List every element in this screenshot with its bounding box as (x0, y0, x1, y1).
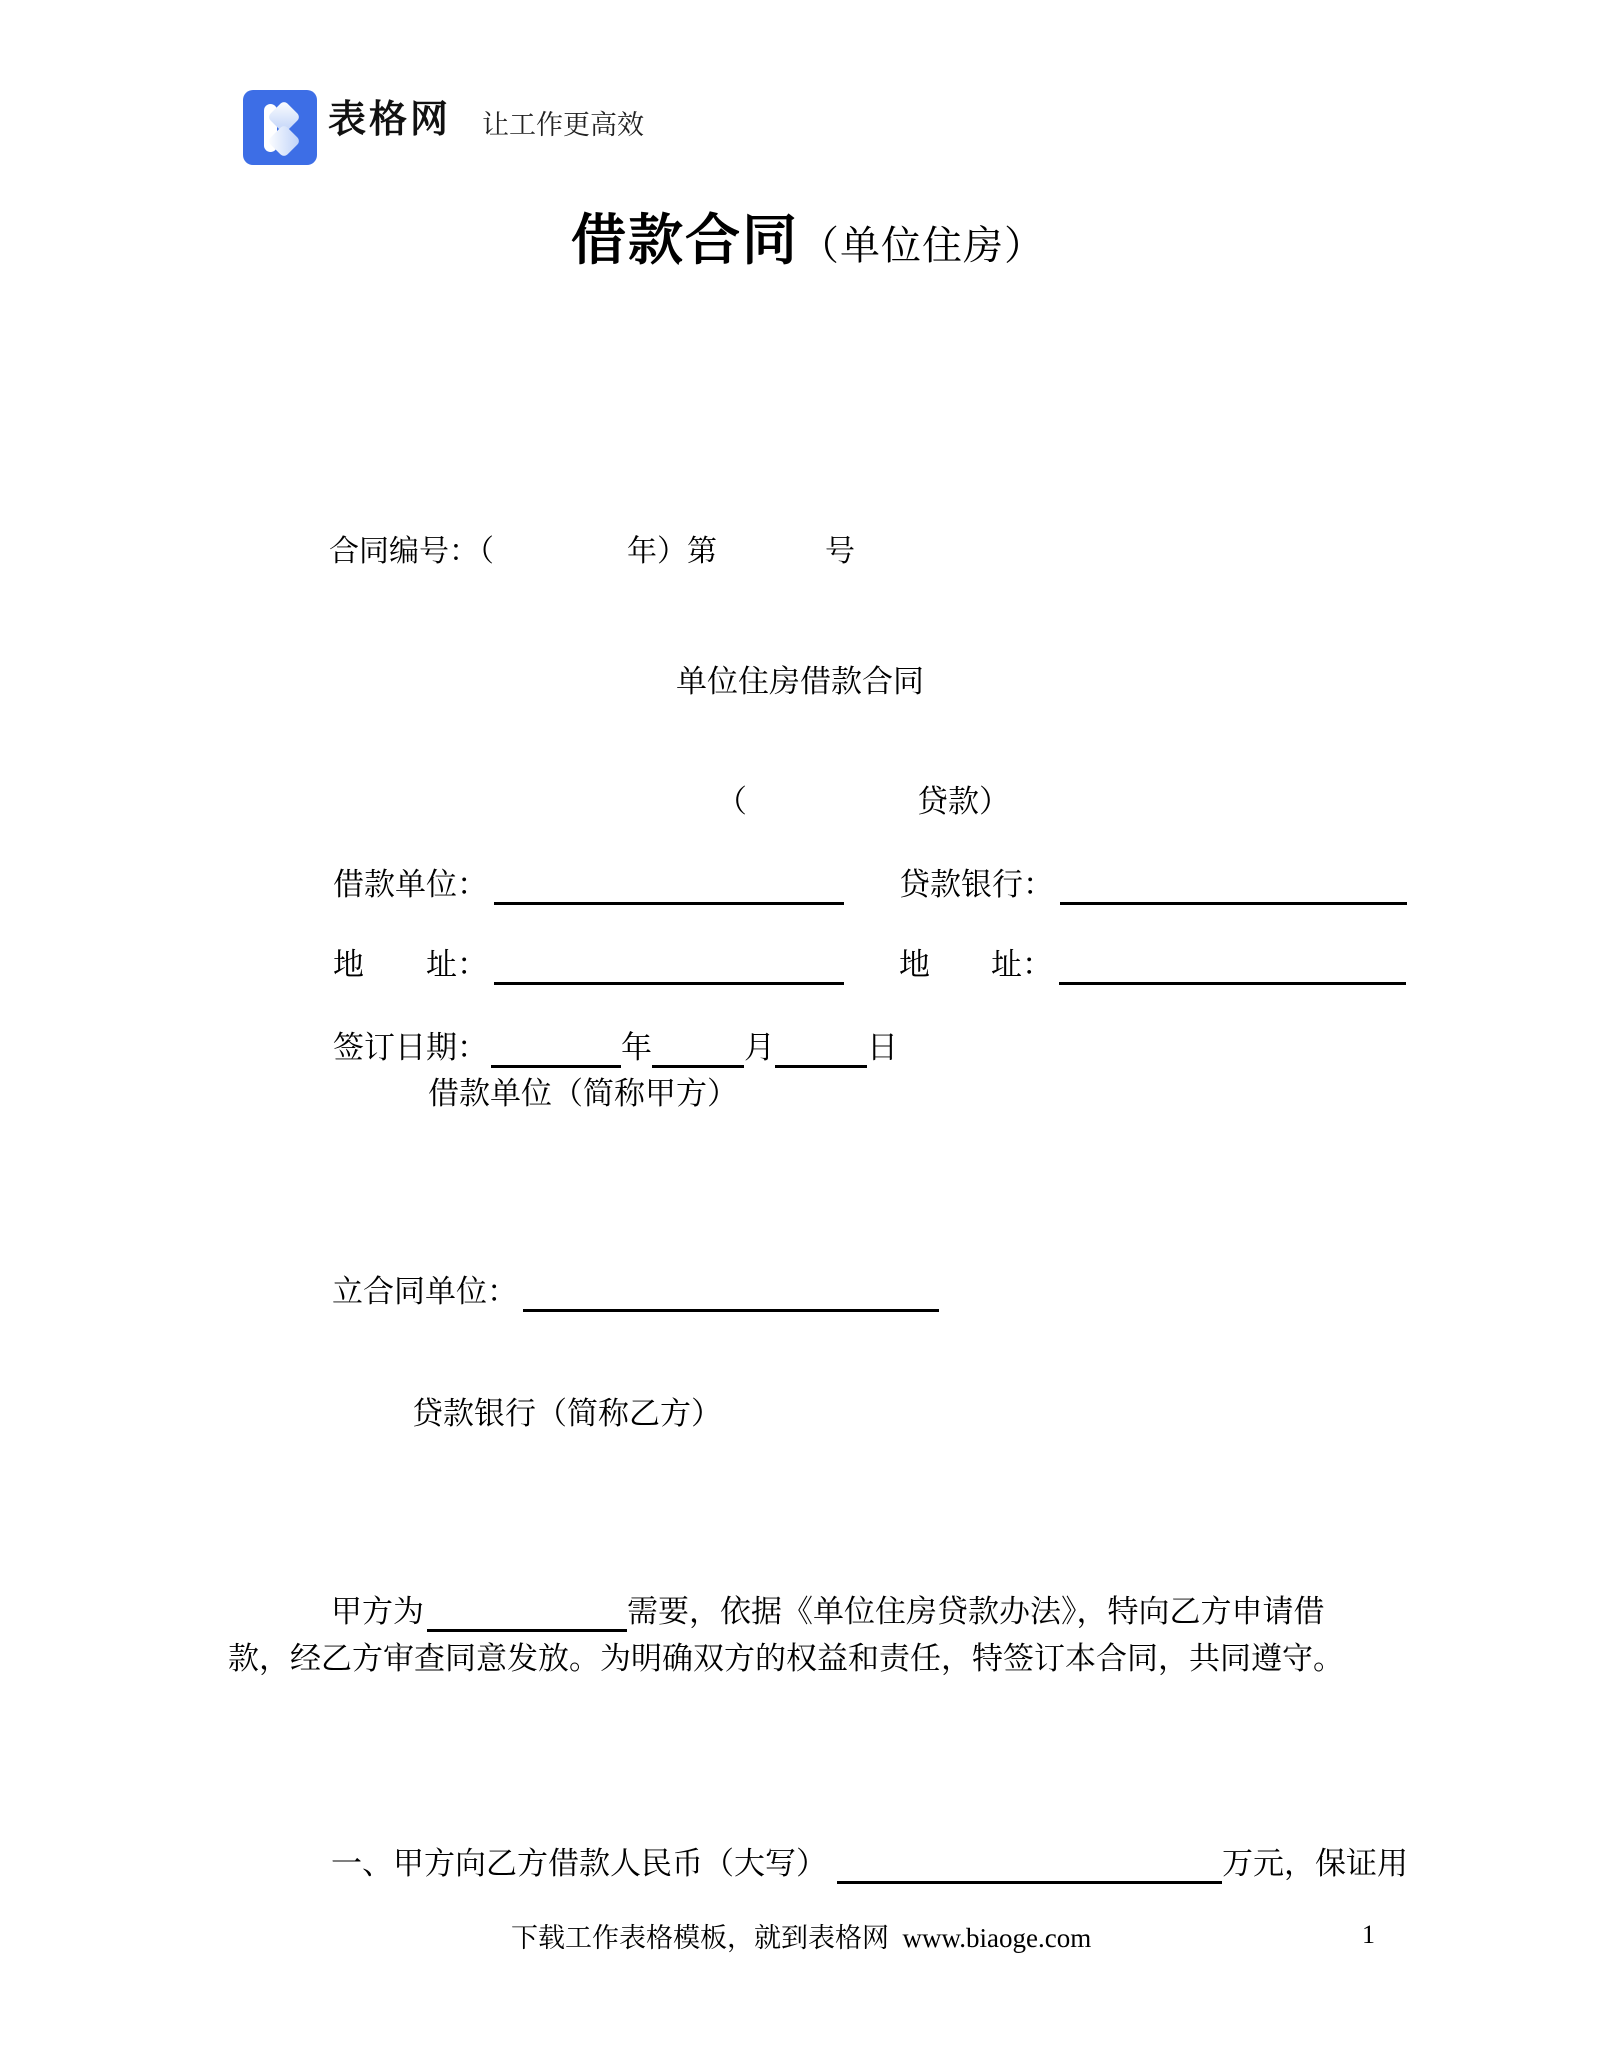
sign-date-label: 签订日期： (333, 1029, 488, 1065)
page-title (0, 191, 1600, 291)
sign-day-blank[interactable] (775, 1063, 867, 1068)
loan-type-blank[interactable] (747, 811, 917, 812)
lender-note: 贷款银行（简称乙方） (412, 1396, 722, 1431)
sign-year-blank[interactable] (491, 1063, 621, 1068)
borrower-label: 借款单位： (333, 866, 488, 902)
biaoge-logo (243, 90, 317, 165)
para1-rest: 需要，依据《单位住房贷款办法》，特向乙方申请借 (627, 1593, 1325, 1629)
biaoge-diamond-icon (243, 90, 317, 165)
brand-name: 表格网 (328, 99, 452, 141)
borrower-note: 借款单位（简称甲方） (428, 1076, 738, 1111)
contract-number-prefix: 合同编号：（ (329, 534, 494, 568)
lender-address-blank[interactable] (1059, 980, 1406, 985)
loan-type-open-paren: （ (716, 783, 747, 819)
address-label-char2: 址： (426, 946, 488, 982)
year-label: 年 (621, 1029, 652, 1065)
borrower-address-blank[interactable] (494, 980, 844, 985)
loan-purpose-blank[interactable] (427, 1627, 627, 1632)
clause-1-line (300, 1810, 1408, 1919)
address-label-char2: 址： (991, 946, 1053, 982)
borrower-name-blank[interactable] (494, 900, 844, 905)
clause1-suffix: 万元，保证用 (1222, 1845, 1408, 1881)
contract-number-year: 年）第 (627, 534, 717, 568)
page-number: 1 (1362, 1920, 1375, 1949)
sign-month-blank[interactable] (652, 1063, 744, 1068)
lender-label: 贷款银行： (899, 866, 1054, 902)
para1-prefix: 甲方为 (331, 1593, 424, 1629)
title-main: 借款合同 (570, 209, 799, 272)
paragraph-line-2: 款，经乙方审查同意发放。为明确双方的权益和责任，特签订本合同，共同遵守。 (228, 1641, 1344, 1676)
title-sub: （单位住房） (799, 223, 1045, 269)
footer-text: 下载工作表格模板，就到表格网 www.biaoge.com (511, 1923, 1092, 1953)
lender-name-blank[interactable] (1060, 900, 1407, 905)
contract-party-field (301, 1238, 939, 1347)
address-label-char1: 地 (899, 946, 930, 982)
brand-tagline: 让工作更高效 (482, 110, 644, 140)
address-label-char1: 地 (333, 946, 364, 982)
contract-party-blank[interactable] (523, 1307, 939, 1312)
month-label: 月 (744, 1029, 775, 1065)
loan-type-close: 贷款） (917, 783, 1010, 819)
lender-address-field (868, 911, 1406, 1020)
contract-number-line (299, 500, 855, 604)
loan-amount-blank[interactable] (837, 1879, 1222, 1884)
contract-number-suffix: 号 (825, 534, 855, 568)
day-label: 日 (867, 1029, 898, 1065)
doc-heading: 单位住房借款合同 (676, 664, 924, 699)
clause1-prefix: 一、甲方向乙方借款人民币（大写） (331, 1845, 827, 1881)
contract-party-label: 立合同单位： (332, 1273, 518, 1309)
